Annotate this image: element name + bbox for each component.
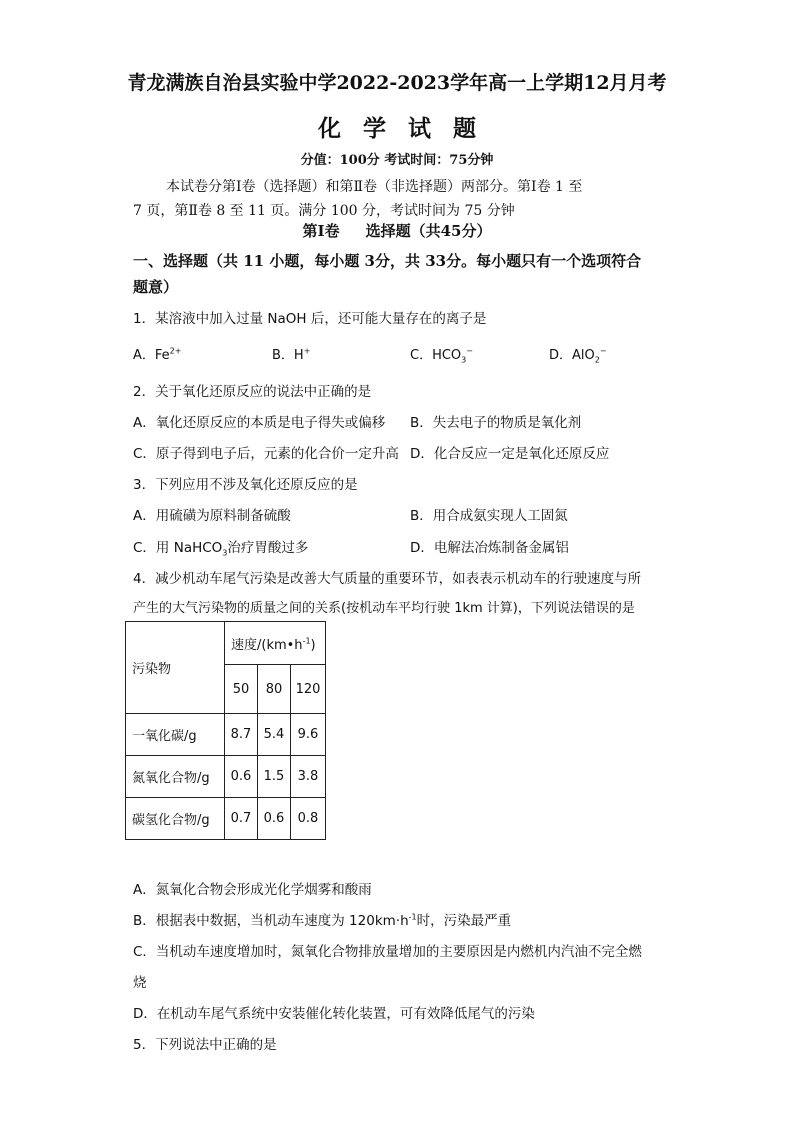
q3-c-pre: C．用 NaHCO: [133, 540, 223, 556]
q4-option-b: [133, 909, 511, 929]
value-cell: 5.4: [258, 714, 291, 756]
q4-b-post: 时，污染最严重: [416, 913, 512, 929]
table-row: [126, 798, 326, 840]
q1-c-sub: 3: [461, 355, 467, 365]
q3-option-d: D．电解法冶炼制备金属铝: [410, 540, 569, 556]
table-row: [126, 714, 326, 756]
q1-c-sup: −: [466, 346, 473, 356]
q3-option-c: [133, 536, 308, 558]
value-cell: 0.7: [225, 798, 258, 840]
part1-line-2: 题意）: [133, 278, 179, 296]
q4-option-d: D．在机动车尾气系统中安装催化转化装置，可有效降低尾气的污染: [133, 1006, 535, 1022]
q3-c-post: 治疗胃酸过多: [227, 540, 309, 556]
q1-stem: 1．某溶液中加入过量 NaOH 后，还可能大量存在的离子是: [133, 311, 487, 327]
exam-meta: 分值：100分 考试时间：75分钟: [300, 153, 494, 168]
q4-stem-line-1: 4．减少机动车尾气污染是改善大气质量的重要环节，如表表示机动车的行驶速度与所: [133, 571, 642, 587]
subject-title: 化学试题: [318, 115, 498, 142]
table-speed-header: [225, 622, 326, 665]
exam-title: 青龙满族自治县实验中学2022-2023学年高一上学期12月月考: [127, 72, 667, 94]
value-cell: 1.5: [258, 756, 291, 798]
row-name: 碳氢化合物/g: [126, 798, 225, 840]
q1-d-sup: −: [599, 346, 607, 356]
speed-header-text: 速度/(km•h: [231, 637, 303, 653]
q4-stem-line-2: 产生的大气污染物的质量之间的关系(按机动车平均行驶 1km 计算)，下列说法错误的是: [133, 601, 635, 616]
q3-c-sub: 3: [222, 548, 228, 558]
pollution-table: [125, 621, 326, 840]
speed-cell: 80: [258, 665, 291, 714]
section-desc: 选择题（共45分）: [365, 222, 492, 240]
q1-option-c: [410, 344, 473, 365]
q1-a-text: A．Fe: [133, 348, 170, 363]
q1-d-sub: 2: [594, 355, 600, 365]
value-cell: 0.8: [291, 798, 326, 840]
q1-a-sup: 2+: [169, 346, 182, 356]
q4-option-a: A．氮氧化合物会形成光化学烟雾和酸雨: [133, 882, 372, 898]
q1-d-text: D．AlO: [549, 348, 595, 363]
q1-option-b: [272, 344, 310, 363]
q4-option-c-line-1: C．当机动车速度增加时，氮氧化合物排放量增加的主要原因是内燃机内汽油不完全燃: [133, 944, 642, 960]
q1-option-d: [549, 344, 607, 365]
value-cell: 0.6: [225, 756, 258, 798]
row-name: 氮氧化合物/g: [126, 756, 225, 798]
q4-b-sup: -1: [408, 912, 417, 922]
value-cell: 9.6: [291, 714, 326, 756]
intro-line-1: 本试卷分第Ⅰ卷（选择题）和第Ⅱ卷（非选择题）两部分。第Ⅰ卷 1 至: [166, 179, 583, 195]
intro-line-2: 7 页，第Ⅱ卷 8 至 11 页。满分 100 分，考试时间为 75 分钟: [133, 203, 515, 219]
q1-b-text: B．H: [272, 348, 304, 363]
q1-c-text: C．HCO: [410, 348, 462, 363]
value-cell: 8.7: [225, 714, 258, 756]
section-heading: [0, 220, 794, 241]
q2-option-d: D．化合反应一定是氧化还原反应: [410, 446, 610, 462]
q3-option-a: A．用硫磺为原料制备硫酸: [133, 508, 291, 524]
part1-line-1: 一、选择题（共 11 小题，每小题 3分，共 33分。每小题只有一个选项符合: [133, 252, 642, 270]
value-cell: 3.8: [291, 756, 326, 798]
section-name: 第Ⅰ卷: [302, 222, 340, 240]
q4-option-c-line-2: 烧: [133, 975, 147, 991]
speed-header-close: ): [310, 637, 316, 653]
table-row: [126, 756, 326, 798]
q3-option-b: B．用合成氨实现人工固氮: [410, 508, 568, 524]
q2-option-c: C．原子得到电子后，元素的化合价一定升高: [133, 446, 399, 462]
table-corner: 污染物: [126, 622, 225, 714]
speed-header-sup: -1: [302, 636, 311, 646]
q2-option-a: A．氧化还原反应的本质是电子得失或偏移: [133, 415, 386, 431]
speed-cell: 50: [225, 665, 258, 714]
q3-stem: 3．下列应用不涉及氧化还原反应的是: [133, 477, 358, 493]
value-cell: 0.6: [258, 798, 291, 840]
q4-b-pre: B．根据表中数据，当机动车速度为 120km·h: [133, 913, 409, 929]
row-name: 一氧化碳/g: [126, 714, 225, 756]
q1-b-sup: +: [303, 346, 311, 356]
q5-stem: 5．下列说法中正确的是: [133, 1037, 277, 1053]
q2-option-b: B．失去电子的物质是氧化剂: [410, 415, 582, 431]
speed-cell: 120: [291, 665, 326, 714]
q2-stem: 2．关于氧化还原反应的说法中正确的是: [133, 384, 372, 400]
q1-option-a: [133, 344, 181, 363]
